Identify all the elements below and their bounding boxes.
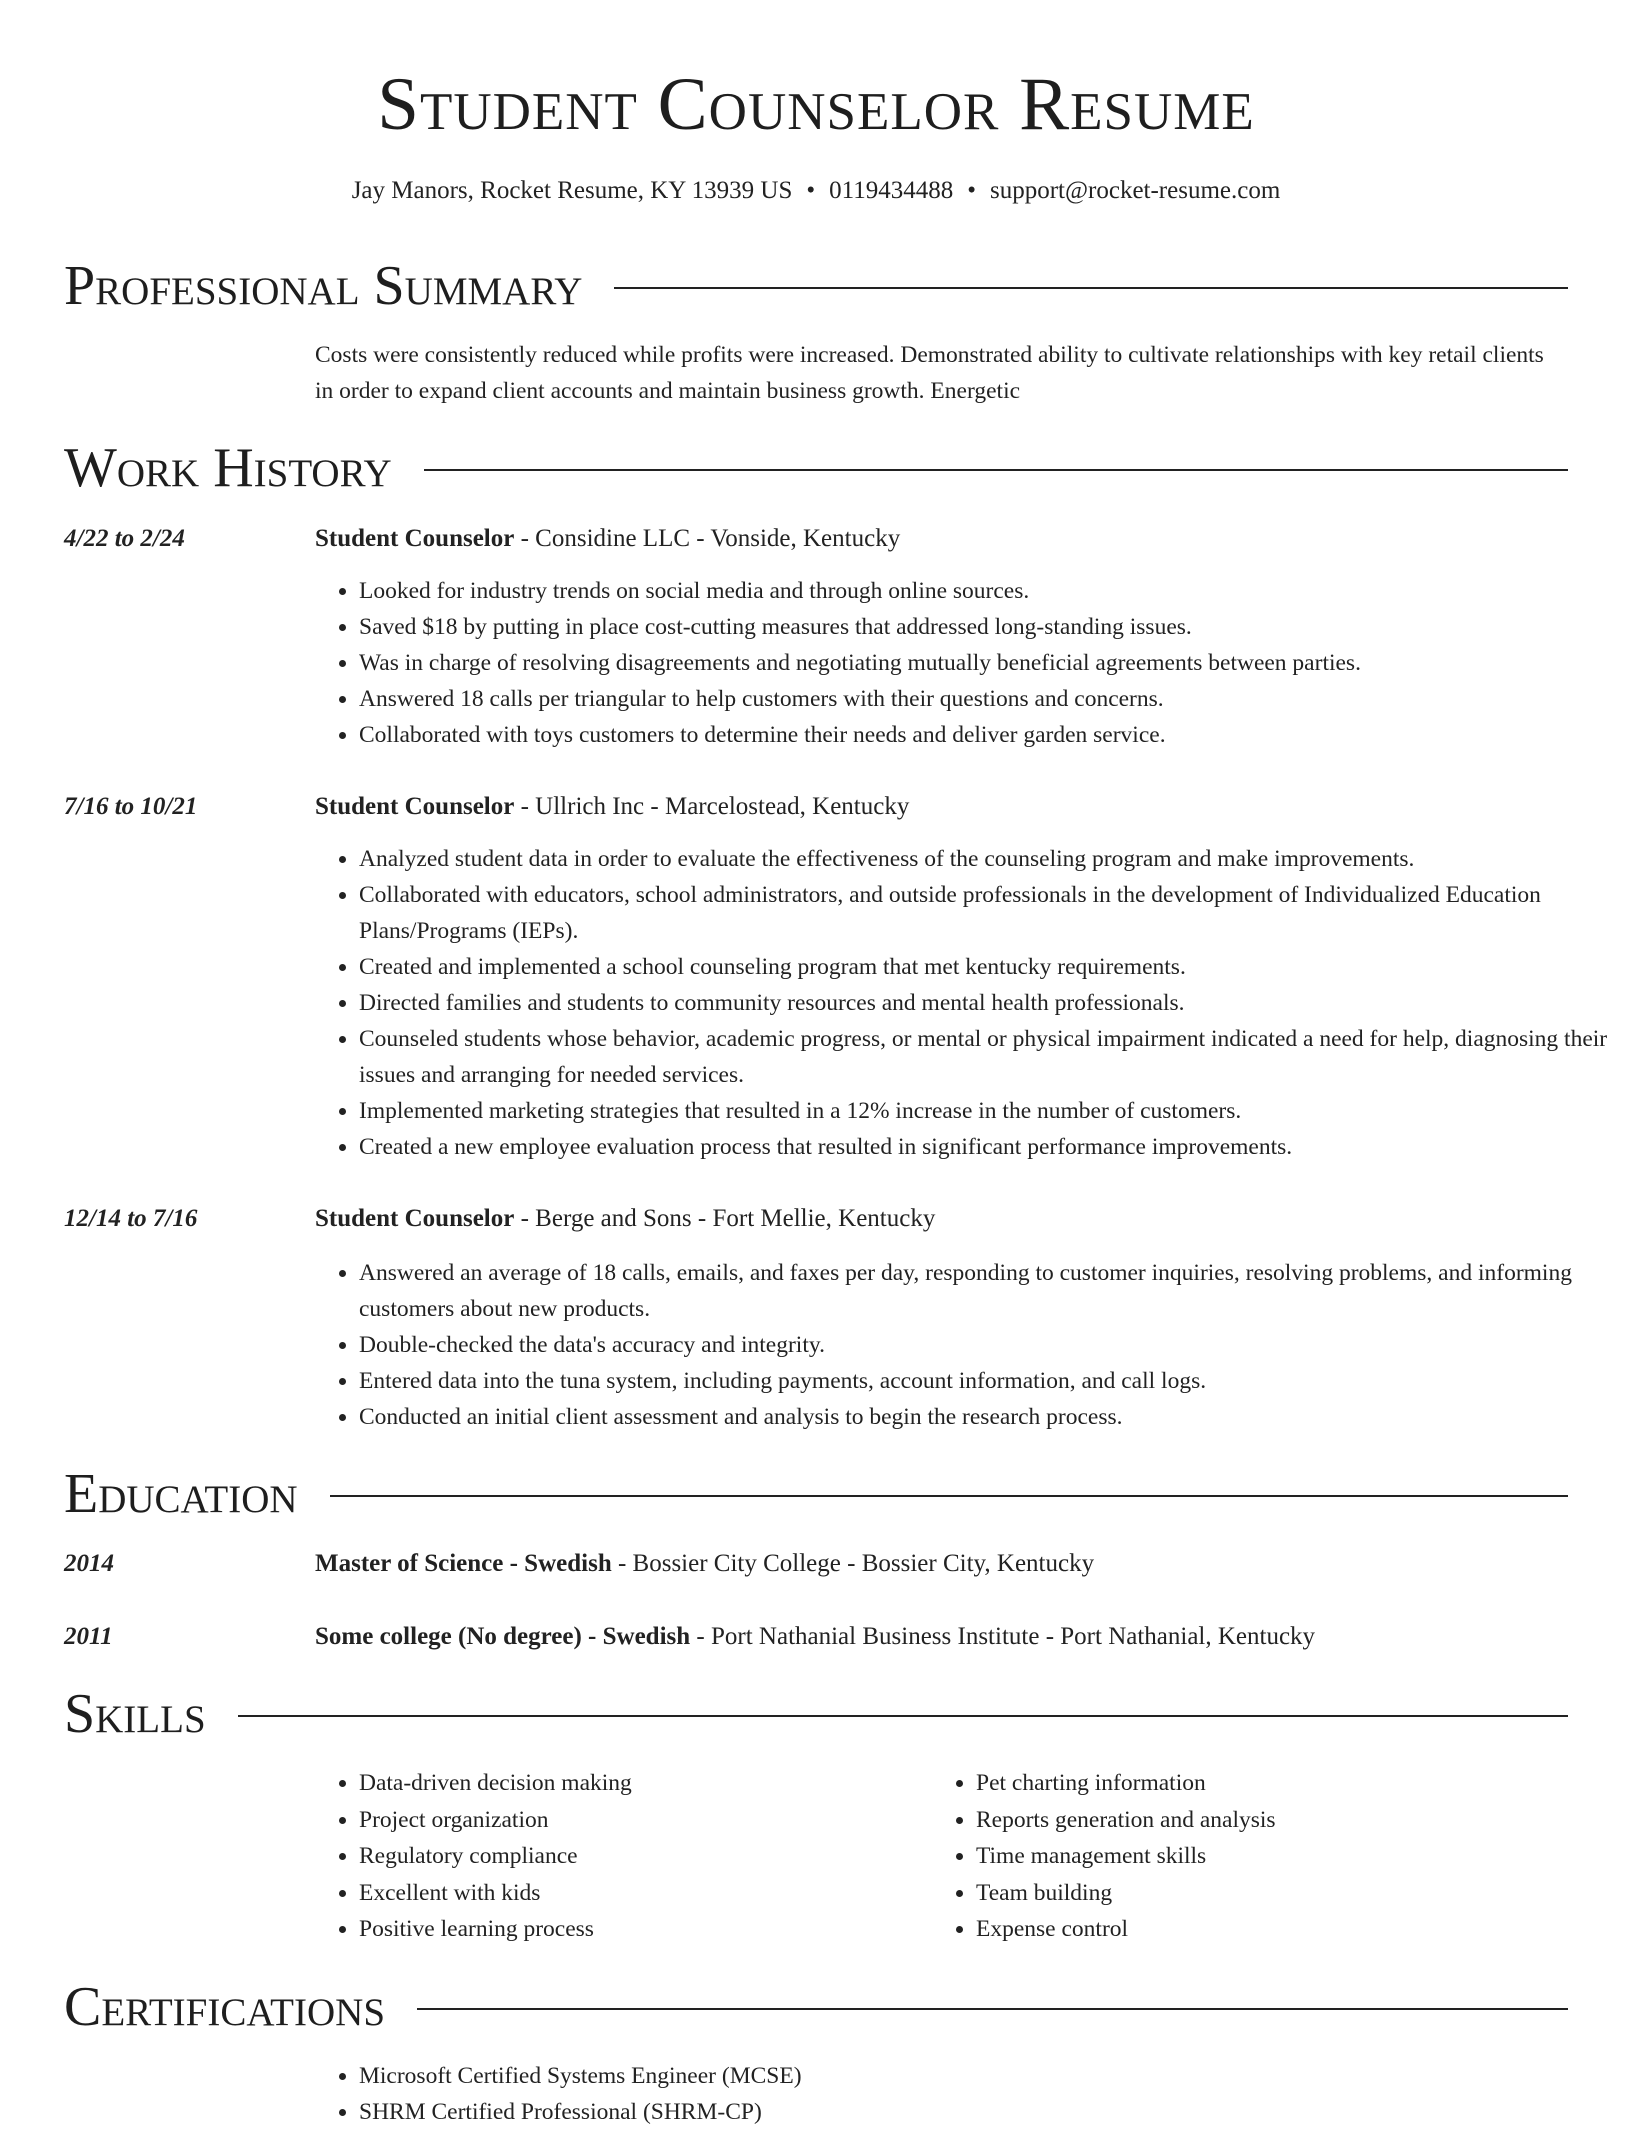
section-title: Work History — [64, 437, 392, 499]
education-year: 2011 — [64, 1623, 113, 1650]
education-entry — [315, 1547, 1565, 1581]
job-dates: 4/22 to 2/24 — [64, 525, 185, 552]
job-bullet: • Analyzed student data in order to evaluate the effectiveness of the counseling program and make improvements. — [359, 841, 1609, 877]
skill-item: • Reports generation and analysis — [976, 1802, 1596, 1839]
job-heading — [315, 1202, 1565, 1236]
job-bullet: • Double-checked the data's accuracy and integrity. — [359, 1327, 1609, 1363]
skill-item: • Project organization — [359, 1802, 939, 1839]
section-title: Certifications — [64, 1976, 386, 2038]
job-dates: 7/16 to 10/21 — [64, 793, 198, 820]
contact-email: support@rocket-resume.com — [990, 177, 1281, 204]
skill-item: • Expense control — [976, 1911, 1596, 1948]
skill-item: • Regulatory compliance — [359, 1838, 939, 1875]
job-dates: 12/14 to 7/16 — [64, 1205, 198, 1232]
section-heading-skills — [64, 1681, 1568, 1747]
skill-item: • Pet charting information — [976, 1765, 1596, 1802]
certifications-list — [315, 2058, 1609, 2130]
job-title: Student Counselor — [315, 793, 515, 820]
job-bullets — [315, 1255, 1609, 1435]
job-employer: - Considine LLC - Vonside, Kentucky — [514, 525, 901, 552]
job-title: Student Counselor — [315, 525, 515, 552]
section-heading-work-history — [64, 435, 1568, 501]
job-bullet: • Directed families and students to community resources and mental health professionals. — [359, 985, 1609, 1021]
summary-text: Costs were consistently reduced while profits were increased. Demonstrated ability to cultivate relationships with key retail clients in order to expand client accounts and maintain business growth. Energetic — [315, 342, 1544, 404]
skill-item: • Data-driven decision making — [359, 1765, 939, 1802]
education-entry — [315, 1620, 1565, 1654]
education-school: - Port Nathanial Business Institute - Port Nathanial, Kentucky — [690, 1623, 1316, 1650]
job-bullet: • Counseled students whose behavior, academic progress, or mental or physical impairment indicated a need for help, diagnosing their issues and arranging for needed services. — [359, 1021, 1609, 1093]
skill-item: • Time management skills — [976, 1838, 1596, 1875]
job-bullet: • Collaborated with toys customers to determine their needs and deliver garden service. — [359, 717, 1609, 753]
job-bullet: • Looked for industry trends on social media and through online sources. — [359, 573, 1609, 609]
section-heading-certifications — [64, 1974, 1568, 2040]
job-bullet: • Was in charge of resolving disagreements and negotiating mutually beneficial agreements between parties. — [359, 645, 1609, 681]
education-school: - Bossier City College - Bossier City, Kentucky — [611, 1550, 1095, 1577]
job-bullet: • Implemented marketing strategies that resulted in a 12% increase in the number of customers. — [359, 1093, 1609, 1129]
resume-title: Student Counselor Resume — [377, 63, 1255, 146]
contact-line — [0, 174, 1632, 208]
skill-item: • Positive learning process — [359, 1911, 939, 1948]
job-bullet: • Answered 18 calls per triangular to help customers with their questions and concerns. — [359, 681, 1609, 717]
skills-list-left — [315, 1765, 939, 1948]
job-heading — [315, 790, 1565, 824]
job-employer: - Berge and Sons - Fort Mellie, Kentucky — [514, 1205, 936, 1232]
education-degree: Some college (No degree) - Swedish — [315, 1623, 691, 1650]
job-title: Student Counselor — [315, 1205, 515, 1232]
skills-list-right — [932, 1765, 1596, 1948]
section-heading-summary — [64, 253, 1568, 319]
contact-phone: 0119434488 — [829, 177, 954, 204]
contact-address: Jay Manors, Rocket Resume, KY 13939 US — [351, 177, 793, 204]
job-bullet: • Entered data into the tuna system, including payments, account information, and call logs. — [359, 1363, 1609, 1399]
job-employer: - Ullrich Inc - Marcelostead, Kentucky — [514, 793, 910, 820]
job-bullets — [315, 841, 1609, 1165]
section-divider — [417, 2008, 1568, 2010]
job-bullet: • Collaborated with educators, school administrators, and outside professionals in the development of Individualized Education Plans/Programs (IEPs). — [359, 877, 1609, 949]
section-title: Professional Summary — [64, 255, 583, 317]
job-bullets — [315, 573, 1609, 753]
section-title: Skills — [64, 1683, 206, 1745]
job-bullet: • Saved $18 by putting in place cost-cutting measures that addressed long-standing issues. — [359, 609, 1609, 645]
contact-separator: • — [806, 177, 816, 204]
section-heading-education — [64, 1461, 1568, 1527]
section-divider — [424, 469, 1568, 471]
job-bullet: • Answered an average of 18 calls, emails, and faxes per day, responding to customer inquiries, resolving problems, and informing customers about new products. — [359, 1255, 1609, 1327]
section-title: Education — [64, 1463, 298, 1525]
section-divider — [330, 1495, 1568, 1497]
skill-item: • Excellent with kids — [359, 1875, 939, 1912]
certification-item: • Microsoft Certified Systems Engineer (MCSE) — [359, 2058, 1609, 2094]
section-divider — [238, 1715, 1568, 1717]
section-divider — [614, 287, 1568, 289]
job-bullet: • Created and implemented a school counseling program that met kentucky requirements. — [359, 949, 1609, 985]
contact-separator: • — [967, 177, 976, 204]
job-heading — [315, 522, 1565, 556]
job-bullet: • Created a new employee evaluation process that resulted in significant performance improvements. — [359, 1129, 1609, 1165]
job-bullet: • Conducted an initial client assessment and analysis to begin the research process. — [359, 1399, 1609, 1435]
certification-item: • SHRM Certified Professional (SHRM-CP) — [359, 2094, 1609, 2130]
skill-item: • Team building — [976, 1875, 1596, 1912]
education-year: 2014 — [64, 1550, 114, 1577]
education-degree: Master of Science - Swedish — [315, 1550, 612, 1577]
